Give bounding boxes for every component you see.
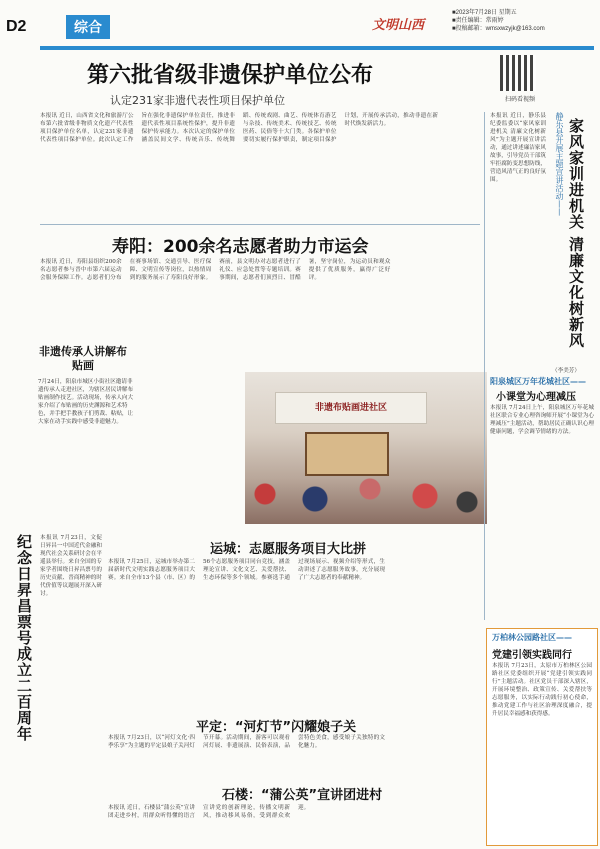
jingle-body: 本报讯 近日，静乐县纪委监委以“家风家训进机关 清廉文化树新风”为主题开展宣讲活动，通过讲述廉洁家风故事，引导党员干部筑牢拒腐防变思想防线，营造风清气正的良好氛围。 (490, 113, 546, 183)
shouyang-body: 本报讯 近日，寿阳县组织200余名志愿者参与晋中市第六届运动会服务保障工作。志愿者们分布在赛事场馆、交通引导、医疗保障、文明宣传等岗位，以热情周到的服务展示了寿阳良好形象。赛前，县文明办对志愿者进行了礼仪、应急处置等专题培训。赛事期间，志愿者们顶烈日、冒酷暑，坚守岗位，为运动员和观众提供了优质服务，赢得广泛好评。 (40, 259, 391, 281)
masthead (0, 0, 600, 50)
boxed-title[interactable]: 党建引领实践同行 (492, 650, 572, 661)
pingding-body: 本报讯 7月23日，以“河灯文化·四季乐享”为主题的平定县娘子关河灯节开幕。活动期间，游客可以观看河灯展、非遗展演、民俗表演，品尝特色美食，感受娘子关独特的文化魅力。 (108, 735, 385, 749)
lead-headline[interactable]: 第六批省级非遗保护单位公布 (86, 63, 373, 88)
jingle-tag: 静乐县开展主题宣讲活动—— (555, 112, 564, 216)
shilou-body: 本报讯 近日，石楼县“蒲公英”宣讲团走进乡村，用群众听得懂的语言宣讲党的创新理论，传播文明新风，推动移风易俗，受到群众欢迎。 (108, 805, 310, 819)
shouyang-title[interactable]: 寿阳：200余名志愿者助力市运会 (112, 237, 369, 257)
date-block (452, 9, 592, 33)
pingding-title[interactable]: 平定：“河灯节”闪耀娘子关 (196, 720, 357, 735)
yangquan-title[interactable]: 小课堂为心理减压 (496, 392, 576, 403)
lead-subhead: 认定231家非遗代表性项目保护单位 (110, 94, 285, 107)
photo-caption-text: 7月24日，阳泉市城区小街社区邀请非遗传承人走进社区，为辖区居民讲解布贴画制作技艺。活动现场，传承人向大家介绍了布贴画的历史渊源和艺术特色，并手把手教孩子们剪裁、粘贴，让大家在动手实践中感受非遗魅力。 (38, 379, 134, 425)
patchwork-board (305, 432, 389, 476)
photo-caption: 非遗传承人讲解布贴画 (39, 345, 127, 372)
shilou-title[interactable]: 石楼：“蒲公英”宣讲团进村 (222, 788, 383, 803)
boxed-tag: 万柏林公园路社区—— (492, 633, 572, 642)
commemorative-title[interactable]: 纪念日昇昌票号成立二百周年 (15, 534, 33, 742)
masthead-rule (40, 46, 594, 50)
page-code: D2 (6, 18, 27, 35)
photo-banner: 非遗布贴画进社区 (275, 392, 427, 424)
yuncheng-body: 本报讯 7月25日，运城市举办第二届新时代文明实践志愿服务项目大赛。来自全市13个县（市、区）的56个志愿服务项目同台竞技，涵盖理论宣讲、文化文艺、关爱帮扶、生态环保等多个领域。参赛选手通过现场展示、视频介绍等形式，生动讲述了志愿服务故事，充分展现了广大志愿者的奉献精神。 (108, 559, 385, 581)
qr-caption: 扫码看视频 (504, 97, 535, 103)
jingle-author: （李美芳） (552, 368, 580, 374)
email-line: ■投稿邮箱：wmsxwzyjk@163.com (452, 26, 545, 32)
jingle-title[interactable]: 家风家训进机关 清廉文化树新风 (567, 118, 585, 349)
commemorative-body: 本报讯 7月23日，文促日昇昌一中国近代金融和现代社会关系研讨会在平遥县举行。来自全国的专家学者围绕日昇昌票号的历史贡献、晋商精神的时代价值等议题展开深入研讨。 (40, 535, 102, 597)
right-col-divider (484, 112, 485, 620)
yuncheng-title[interactable]: 运城：志愿服务项目大比拼 (210, 542, 367, 557)
photo-people (245, 474, 487, 524)
lead-body: 本报讯 近日，山西省文化和旅游厅公布第六批省级非物质文化遗产代表性项目保护单位名单，认定231家非遗代表性项目保护单位。此次认定工作旨在强化非遗保护单位责任，推进非遗代表性项目系统性保护，提升非遗保护传承能力。本次认定的保护单位涵盖民间文学、传统音乐、传统舞蹈、传统戏剧、曲艺、传统体育游艺与杂技、传统美术、传统技艺、传统医药、民俗等十大门类。各保护单位要切实履行保护职责，制定项目保护计划，开展传承活动，推动非遗在新时代焕发新活力。 (40, 113, 438, 143)
qr-code-icon[interactable] (500, 55, 536, 91)
section-tag[interactable]: 综合 (66, 15, 110, 39)
news-photo (245, 372, 487, 524)
yangquan-body: 本报讯 7月24日上午，阳泉城区万年花城社区联合专业心理咨询师开展“小课堂为心理减压”主题活动，帮助居民正确认识心理健康问题，学会调节情绪的方法。 (490, 405, 594, 435)
yangquan-tag: 阳泉城区万年花城社区—— (490, 377, 586, 386)
editor-line: ■责任编辑：常雨婷 (452, 18, 504, 24)
divider (40, 224, 480, 225)
boxed-body: 本报讯 7月23日，太原市万柏林区公园路社区党委组织开展“党建引领实践同行”主题活动。社区党员干部深入辖区，开展环境整治、政策宣传、关爱帮扶等志愿服务，以实际行动践行初心使命，推动党建工作与社区治理深度融合，提升居民幸福感和获得感。 (492, 663, 592, 717)
brand-logo: 文明山西 (372, 18, 425, 33)
issue-date: ■2023年7月28日 星期五 (452, 10, 517, 16)
